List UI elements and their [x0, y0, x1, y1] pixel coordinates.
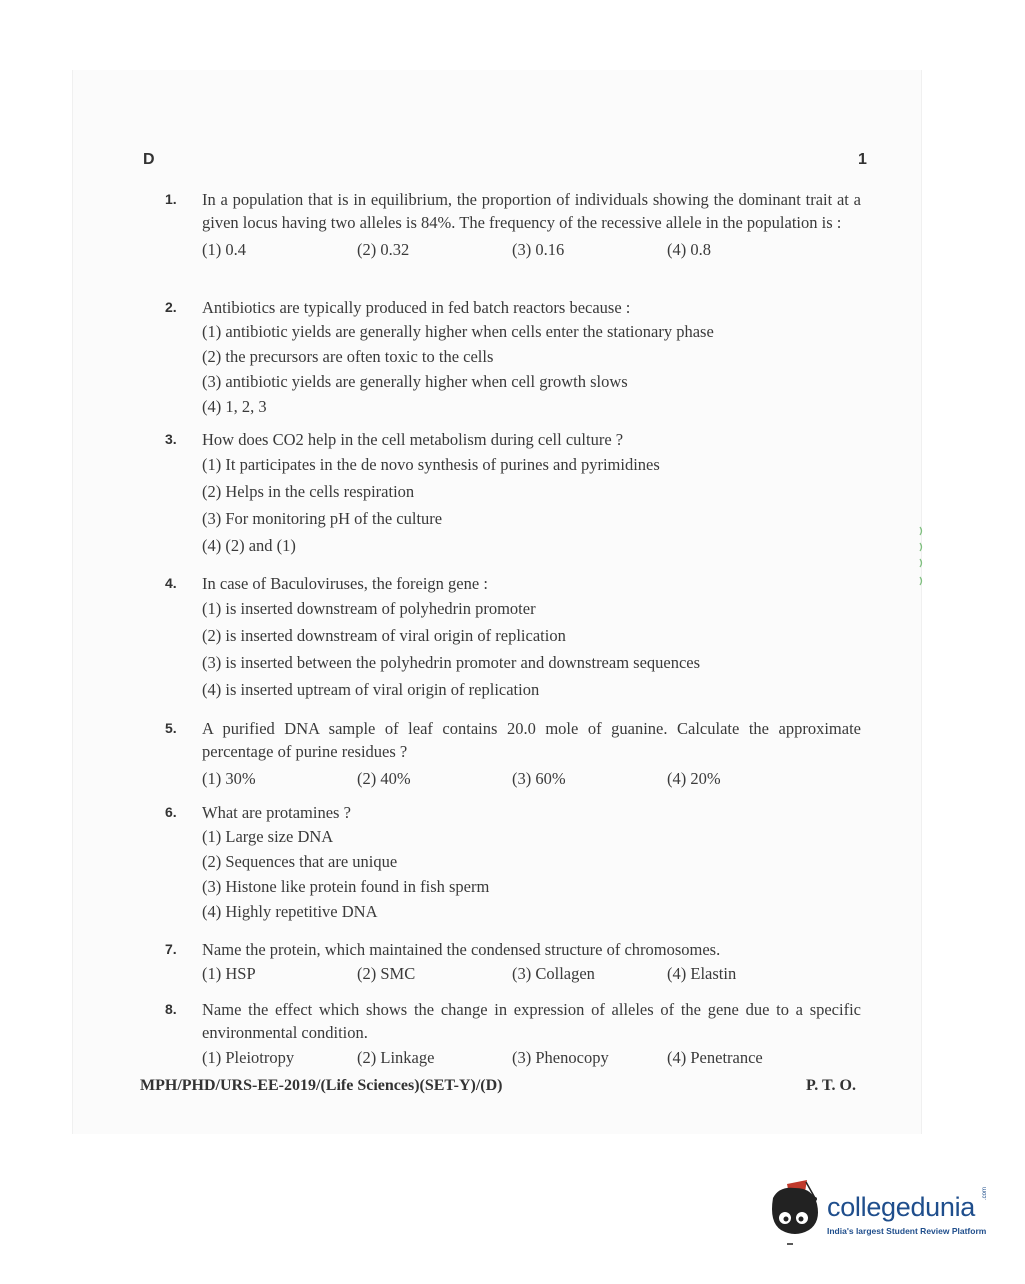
question-text: A purified DNA sample of leaf contains 20.0 mole of guanine. Calculate the approximate percentage of purine residues ?: [202, 719, 861, 761]
question-7: [165, 938, 861, 985]
paper-code: MPH/PHD/URS-EE-2019/(Life Sciences)(SET-Y)/(D): [140, 1077, 503, 1094]
question-text: In a population that is in equilibrium, the proportion of individuals showing the dominant trait at a given locus having two alleles is 84%. The frequency of the recessive allele in the population is :: [202, 190, 861, 232]
question-8: [165, 998, 861, 1069]
option: (3) is inserted between the polyhedrin promoter and downstream sequences: [202, 653, 701, 672]
question-1: [165, 188, 861, 261]
pto-label: P. T. O.: [806, 1077, 856, 1094]
question-number: 7.: [165, 941, 177, 957]
option: (2) is inserted downstream of viral origin of replication: [202, 626, 566, 645]
option: (4) (2) and (1): [202, 536, 296, 555]
page-number: 1: [858, 151, 867, 168]
option: (2) SMC: [357, 964, 416, 983]
option: (2) Linkage: [357, 1048, 435, 1067]
option: (1) It participates in the de novo synthesis of purines and pyrimidines: [202, 455, 660, 474]
brand-name: collegedunia: [827, 1192, 976, 1222]
option: (4) 20%: [667, 769, 721, 788]
binding-edge-marks: [917, 525, 925, 595]
question-3: [165, 428, 861, 559]
mascot-icon: [765, 1178, 825, 1248]
question-number: 8.: [165, 1001, 177, 1017]
option: (1) HSP: [202, 964, 256, 983]
option: (3) antibiotic yields are generally higher when cell growth slows: [202, 372, 628, 391]
option: (4) Penetrance: [667, 1048, 763, 1067]
option: (2) the precursors are often toxic to the cells: [202, 347, 494, 366]
question-4: [165, 572, 861, 703]
options-row: [202, 1046, 861, 1069]
options-list: [202, 451, 861, 559]
options-row: [202, 238, 861, 261]
question-number: 3.: [165, 431, 177, 447]
options-row: [202, 962, 861, 985]
option: (3) Phenocopy: [512, 1048, 609, 1067]
question-text: Name the effect which shows the change in expression of alleles of the gene due to a specific environmental condition.: [202, 1000, 861, 1042]
question-number: 5.: [165, 720, 177, 736]
option: (1) Pleiotropy: [202, 1048, 295, 1067]
option: (4) Highly repetitive DNA: [202, 902, 378, 921]
collegedunia-watermark: [765, 1178, 995, 1248]
set-letter: D: [143, 151, 155, 168]
question-6: [165, 801, 861, 924]
question-text: Antibiotics are typically produced in fed batch reactors because :: [202, 298, 631, 317]
option: (3) 0.16: [512, 240, 565, 259]
question-text: Name the protein, which maintained the condensed structure of chromosomes.: [202, 940, 721, 959]
options-row: [202, 767, 861, 790]
option: (3) 60%: [512, 769, 566, 788]
option: (1) 0.4: [202, 240, 246, 259]
question-number: 4.: [165, 575, 177, 591]
question-2: [165, 296, 861, 419]
option: (1) is inserted downstream of polyhedrin promoter: [202, 599, 536, 618]
option: (4) 1, 2, 3: [202, 397, 267, 416]
question-text: What are protamines ?: [202, 803, 351, 822]
option: (4) 0.8: [667, 240, 711, 259]
option: (4) Elastin: [667, 964, 737, 983]
option: (3) For monitoring pH of the culture: [202, 509, 443, 528]
option: (2) 0.32: [357, 240, 410, 259]
options-list: [202, 319, 861, 419]
option: (1) antibiotic yields are generally higher when cells enter the stationary phase: [202, 322, 714, 341]
question-text: How does CO2 help in the cell metabolism during cell culture ?: [202, 430, 624, 449]
question-number: 6.: [165, 804, 177, 820]
option: (2) Sequences that are unique: [202, 852, 398, 871]
question-number: 1.: [165, 191, 177, 207]
options-list: [202, 824, 861, 924]
option: (1) Large size DNA: [202, 827, 334, 846]
brand-tagline: India's largest Student Review Platform: [827, 1226, 987, 1236]
question-5: [165, 717, 861, 790]
option: (2) 40%: [357, 769, 411, 788]
option: (3) Histone like protein found in fish sperm: [202, 877, 490, 896]
question-text: In case of Baculoviruses, the foreign gene :: [202, 574, 488, 593]
question-number: 2.: [165, 299, 177, 315]
option: (1) 30%: [202, 769, 256, 788]
option: (4) is inserted uptream of viral origin of replication: [202, 680, 540, 699]
options-list: [202, 595, 861, 703]
option: (3) Collagen: [512, 964, 595, 983]
option: (2) Helps in the cells respiration: [202, 482, 415, 501]
brand-domain: .com: [982, 1186, 988, 1200]
